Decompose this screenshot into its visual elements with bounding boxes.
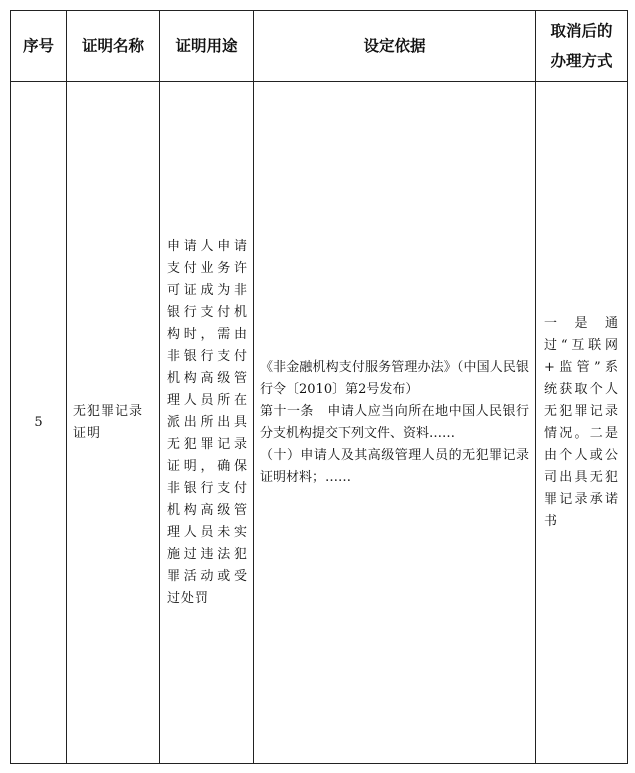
cell-handling-method: 一是通过“互联网+监管”系统获取个人无犯罪记录情况。二是由个人或公司出具无犯罪记录承诺书 — [536, 82, 628, 764]
header-legal-basis: 设定依据 — [254, 11, 536, 82]
basis-item-ten: （十）申请人及其高级管理人员的无犯罪记录证明材料；…… — [260, 447, 529, 485]
cell-serial-number: 5 — [11, 82, 67, 764]
header-serial-number: 序号 — [11, 11, 67, 82]
certificate-table — [10, 10, 628, 764]
header-row — [11, 11, 628, 82]
header-certificate-name: 证明名称 — [67, 11, 160, 82]
header-handling-method: 取消后的办理方式 — [536, 11, 628, 82]
cell-legal-basis — [254, 82, 536, 764]
header-certificate-purpose: 证明用途 — [160, 11, 254, 82]
cell-certificate-name: 无犯罪记录证明 — [67, 82, 160, 764]
table-row — [11, 82, 628, 764]
basis-article-eleven: 第十一条 申请人应当向所在地中国人民银行分支机构提交下列文件、资料…… — [260, 403, 529, 441]
cell-certificate-purpose: 申请人申请支付业务许可证成为非银行支付机构时，需由非银行支付机构高级管理人员所在派出所出具无犯罪记录证明，确保非银行支付机构高级管理人员未实施过违法犯罪活动或受过处罚 — [160, 82, 254, 764]
basis-regulation-title: 《非金融机构支付服务管理办法》（中国人民银行令〔2010〕第2号发布） — [260, 359, 529, 397]
